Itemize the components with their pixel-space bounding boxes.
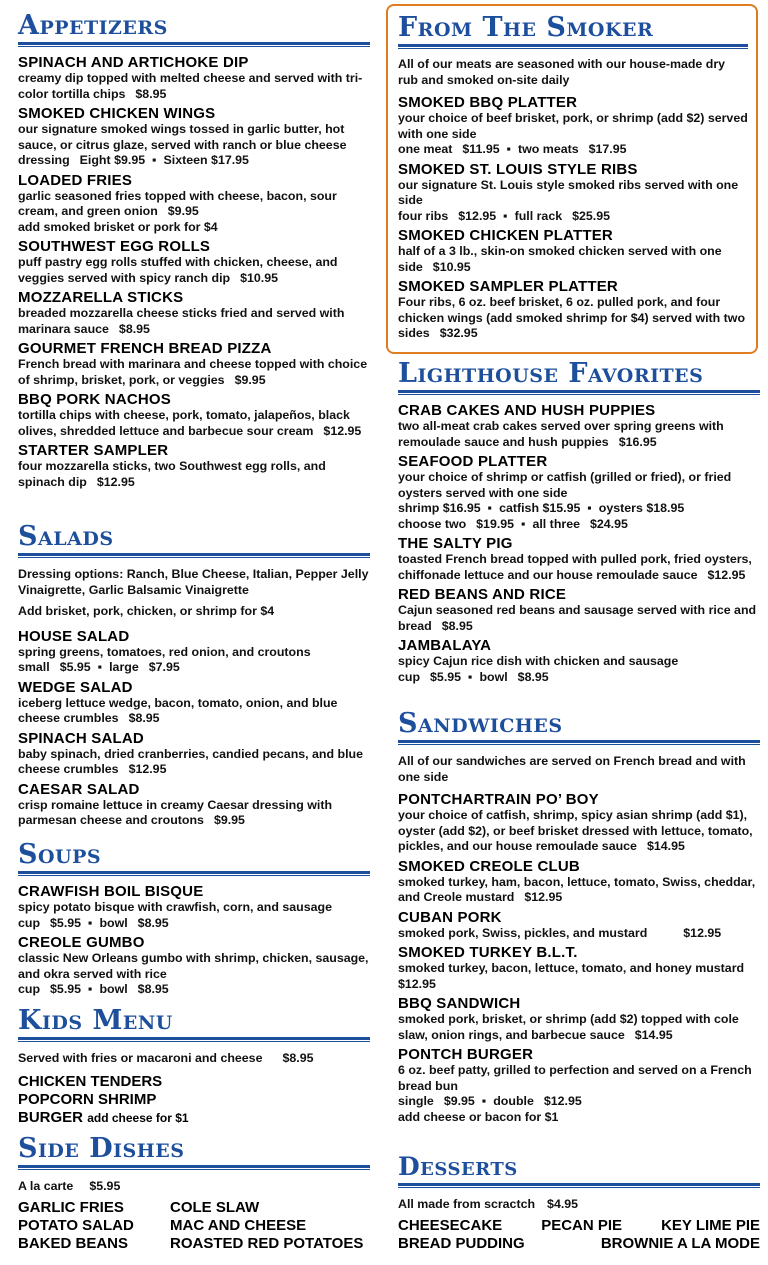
section-title: Lighthouse Favorites: [398, 358, 704, 389]
item-desc: our signature St. Louis style smoked ribs served with one side: [398, 177, 739, 207]
item-desc: smoked turkey, ham, bacon, lettuce, tomato, Swiss, cheddar, and Creole mustard $12.95: [398, 874, 756, 904]
item-name: BBQ SANDWICH: [398, 995, 521, 1012]
item-name: SMOKED SAMPLER PLATTER: [398, 278, 618, 295]
item-name: PONTCHARTRAIN PO’ BOY: [398, 791, 599, 808]
side-item: POTATO SALAD: [18, 1216, 134, 1234]
item-name: SMOKED CHICKEN PLATTER: [398, 227, 613, 244]
section-rule: [398, 740, 760, 746]
dessert-row: [398, 1217, 760, 1235]
menu-item: [18, 934, 370, 998]
section-rule: [18, 871, 370, 877]
item-desc: smoked pork, Swiss, pickles, and mustard $12.95: [398, 925, 722, 940]
menu-item: [398, 858, 760, 906]
item-desc: our signature smoked wings tossed in garlic butter, hot sauce, or citrus glaze, served with ranch or blue cheese dressing Eight $9.95 ▪ Sixteen $17.95: [18, 122, 347, 167]
item-name: CREOLE GUMBO: [18, 934, 145, 951]
desserts-section: [398, 1153, 760, 1253]
sandwiches-intro: All of our sandwiches are served on French bread and with one side: [398, 754, 746, 784]
dressing-note: Dressing options: Ranch, Blue Cheese, Italian, Pepper Jelly Vinaigrette, Garlic Balsamic Vinaigrette: [18, 567, 369, 597]
sandwiches-section: [398, 710, 760, 1125]
kids-note: Served with fries or macaroni and cheese $8.95: [18, 1051, 314, 1065]
item-name: SMOKED CREOLE CLUB: [398, 857, 580, 875]
item-name: STARTER SAMPLER: [18, 442, 169, 459]
item-prices: cup $5.95 ▪ bowl $8.95: [398, 669, 549, 684]
item-desc: spicy potato bisque with crawfish, corn, and sausage: [18, 900, 332, 914]
item-name: SMOKED TURKEY B.L.T.: [398, 944, 578, 961]
item-prices: one meat $11.95 ▪ two meats $17.95: [398, 142, 627, 156]
menu-item: [398, 791, 760, 855]
item-desc: half of a 3 lb., skin-on smoked chicken served with one side $10.95: [398, 244, 722, 274]
section-title: Sandwiches: [398, 708, 563, 739]
item-desc: crisp romaine lettuce in creamy Caesar dressing with parmesan cheese and croutons $9.95: [18, 797, 333, 827]
item-desc: Cajun seasoned red beans and sausage served with rice and bread $8.95: [398, 603, 757, 633]
section-title: Salads: [18, 521, 114, 552]
menu-item: [18, 54, 370, 102]
menu-item: [398, 161, 748, 225]
item-desc: puff pastry egg rolls stuffed with chicken, cheese, and veggies served with spicy ranch dip $10.95: [18, 255, 338, 285]
smoker-intro: All of our meats are seasoned with our house-made dry rub and smoked on-site daily: [398, 57, 726, 87]
item-name: SMOKED BBQ PLATTER: [398, 94, 578, 111]
item-desc: two all-meat crab cakes served over spring greens with remoulade sauce and hush puppies $16.95: [398, 419, 724, 449]
item-desc: your choice of beef brisket, pork, or shrimp (add $2) served with one side: [398, 111, 748, 141]
menu-item: [18, 679, 370, 727]
dessert-item: CHEESECAKE: [398, 1216, 503, 1234]
item-desc: spicy Cajun rice dish with chicken and sausage: [398, 654, 679, 668]
desserts-note: All made from scractch $4.95: [398, 1197, 579, 1211]
section-rule: [18, 42, 370, 48]
section-title: From The Smoker: [398, 12, 654, 43]
kids-item: CHICKEN TENDERS: [18, 1072, 163, 1090]
kids-item: POPCORN SHRIMP: [18, 1090, 157, 1108]
kids-section: [18, 1007, 370, 1127]
add-note: Add brisket, pork, chicken, or shrimp for $4: [18, 604, 275, 618]
item-prices: four ribs $12.95 ▪ full rack $25.95: [398, 208, 611, 223]
item-desc: four mozzarella sticks, two Southwest egg rolls, and spinach dip $12.95: [18, 459, 326, 489]
section-title: Desserts: [398, 1152, 518, 1181]
item-desc: breaded mozzarella cheese sticks fried and served with marinara sauce $8.95: [18, 306, 345, 336]
menu-item: [18, 628, 370, 676]
item-desc: 6 oz. beef patty, grilled to perfection and served on a French bread bun: [398, 1063, 752, 1093]
menu-item: [398, 453, 760, 532]
item-name: SOUTHWEST EGG ROLLS: [18, 238, 211, 255]
item-desc: spring greens, tomatoes, red onion, and croutons: [18, 644, 311, 659]
item-desc: smoked turkey, bacon, lettuce, tomato, and honey mustard$12.95: [398, 961, 745, 991]
item-desc: Four ribs, 6 oz. beef brisket, 6 oz. pulled pork, and four chicken wings (add smoked shrimp for $4) served with two sides $32.95: [398, 295, 746, 340]
menu-item: [398, 535, 760, 583]
item-prices: small $5.95 ▪ large $7.95: [18, 660, 180, 674]
section-rule: [18, 553, 370, 559]
item-desc: creamy dip topped with melted cheese and served with tri-color tortilla chips $8.95: [18, 71, 363, 101]
menu-item: [398, 909, 760, 942]
item-desc: garlic seasoned fries topped with cheese, bacon, sour cream, and green onion $9.95: [18, 188, 337, 218]
item-desc: tortilla chips with cheese, pork, tomato, jalapeños, black olives, shredded lettuce and barbecue sour cream $12.95: [18, 408, 362, 438]
item-name: THE SALTY PIG: [398, 535, 513, 552]
item-name: HOUSE SALAD: [18, 627, 130, 645]
section-rule: [398, 1183, 760, 1189]
side-item: COLE SLAW: [170, 1198, 260, 1216]
item-name: LOADED FRIES: [18, 171, 133, 189]
menu-item: [18, 340, 370, 388]
side-item: MAC AND CHEESE: [170, 1216, 307, 1234]
menu-item: [398, 278, 748, 342]
side-item: BAKED BEANS: [18, 1234, 129, 1252]
item-desc: smoked pork, brisket, or shrimp (add $2) topped with cole slaw, onion rings, and barbecue sauce $14.95: [398, 1012, 739, 1042]
section-title: Kids Menu: [18, 1005, 173, 1036]
side-item: GARLIC FRIES: [18, 1198, 124, 1216]
menu-item: [18, 442, 370, 490]
salads-section: [18, 523, 370, 829]
item-prices: shrimp $16.95 ▪ catfish $15.95 ▪ oysters $18.95: [398, 501, 685, 515]
item-desc: your choice of catfish, shrimp, spicy asian shrimp (add $1), oyster (add $2), or beef brisket dressed with lettuce, tomato, pickles, and our house remoulade sauce $14.95: [398, 808, 753, 853]
section-title: Appetizers: [18, 10, 168, 41]
sides-note: A la carte $5.95: [18, 1179, 121, 1193]
sides-section: [18, 1135, 370, 1253]
item-desc: your choice of shrimp or catfish (grilled or fried), or fried oysters served with one side: [398, 470, 732, 500]
item-name: SPINACH SALAD: [18, 729, 144, 747]
menu-item: [18, 105, 370, 169]
sides-grid: [18, 1199, 370, 1253]
menu-item: [18, 883, 370, 931]
dessert-item: BROWNIE A LA MODE: [600, 1234, 760, 1252]
soups-section: [18, 841, 370, 998]
item-name: RED BEANS AND RICE: [398, 586, 567, 603]
item-prices: single $9.95 ▪ double $12.95: [398, 1094, 582, 1108]
item-prices: cup $5.95 ▪ bowl $8.95: [18, 982, 169, 996]
item-name: SMOKED ST. LOUIS STYLE RIBS: [398, 160, 638, 178]
section-rule: [398, 44, 748, 50]
kids-item: BURGER add cheese for $1: [18, 1108, 189, 1126]
item-name: GOURMET FRENCH BREAD PIZZA: [18, 340, 272, 357]
section-title: Soups: [18, 839, 102, 870]
item-extra: add smoked brisket or pork for $4: [18, 219, 218, 234]
item-prices: cup $5.95 ▪ bowl $8.95: [18, 915, 169, 930]
item-name: PONTCH BURGER: [398, 1046, 534, 1063]
item-name: CAESAR SALAD: [18, 780, 140, 798]
menu-item: [398, 402, 760, 450]
smoker-section: [398, 14, 748, 342]
menu-item: [18, 781, 370, 829]
dessert-item: BREAD PUDDING: [398, 1234, 525, 1252]
appetizers-section: [18, 12, 370, 490]
item-desc: toasted French bread topped with pulled pork, fried oysters, chiffonade lettuce and our house remoulade sauce $12.95: [398, 552, 752, 582]
item-prices: choose two $19.95 ▪ all three $24.95: [398, 516, 628, 531]
item-desc: French bread with marinara and cheese topped with choice of shrimp, brisket, pork, or veggies $9.95: [18, 357, 368, 387]
menu-item: [398, 1046, 760, 1125]
item-name: BBQ PORK NACHOS: [18, 391, 172, 408]
item-extra: add cheese or bacon for $1: [398, 1109, 559, 1124]
item-name: WEDGE SALAD: [18, 678, 133, 696]
item-name: SEAFOOD PLATTER: [398, 453, 548, 470]
menu-item: [18, 238, 370, 286]
item-name: SPINACH AND ARTICHOKE DIP: [18, 54, 249, 71]
menu-item: [398, 227, 748, 275]
section-rule: [18, 1037, 370, 1043]
dessert-item: PECAN PIE: [541, 1216, 623, 1234]
item-name: MOZZARELLA STICKS: [18, 289, 184, 306]
item-desc: baby spinach, dried cranberries, candied pecans, and blue cheese crumbles $12.95: [18, 746, 363, 776]
side-item: ROASTED RED POTATOES: [170, 1234, 364, 1252]
menu-item: [18, 289, 370, 337]
menu-item: [18, 172, 370, 236]
menu-item: [398, 995, 760, 1043]
section-rule: [398, 390, 760, 396]
menu-item: [18, 730, 370, 778]
section-rule: [18, 1165, 370, 1171]
item-name: SMOKED CHICKEN WINGS: [18, 105, 216, 122]
menu-item: [398, 586, 760, 634]
item-name: CUBAN PORK: [398, 908, 502, 926]
menu-item: [18, 391, 370, 439]
dessert-row: [398, 1235, 760, 1253]
menu-item: [398, 944, 760, 992]
menu-item: [398, 637, 760, 685]
item-desc: iceberg lettuce wedge, bacon, tomato, onion, and blue cheese crumbles $8.95: [18, 695, 338, 725]
lighthouse-section: [398, 360, 760, 685]
dessert-item: KEY LIME PIE: [661, 1216, 760, 1234]
item-name: CRAWFISH BOIL BISQUE: [18, 883, 204, 900]
section-title: Side Dishes: [18, 1133, 185, 1164]
item-name: CRAB CAKES AND HUSH PUPPIES: [398, 402, 656, 419]
kids-items: [18, 1073, 370, 1127]
menu-item: [398, 94, 748, 158]
item-desc: classic New Orleans gumbo with shrimp, chicken, sausage, and okra served with rice: [18, 951, 369, 981]
item-name: JAMBALAYA: [398, 637, 492, 654]
